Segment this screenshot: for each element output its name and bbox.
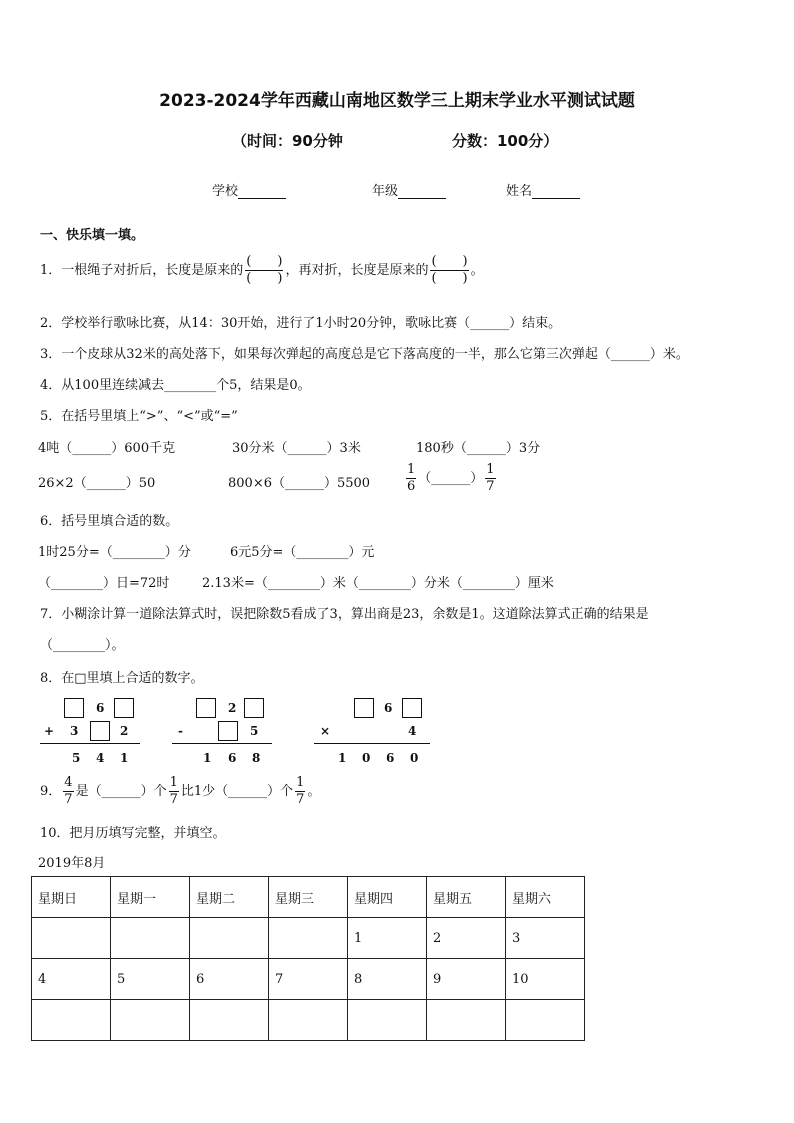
- q6-item: （________）日=72时: [38, 576, 170, 591]
- calendar-row: [32, 959, 585, 1000]
- weekday-header: 星期日: [32, 877, 111, 918]
- difference-line: [172, 743, 272, 744]
- calendar-table: [31, 876, 585, 1041]
- digit: 1: [203, 751, 212, 765]
- calendar-cell[interactable]: [427, 1000, 506, 1041]
- calendar-cell[interactable]: [190, 1000, 269, 1041]
- question-7-answer: （________）。: [40, 638, 125, 653]
- digit: 6: [386, 751, 395, 765]
- digit-box[interactable]: [64, 698, 84, 718]
- fraction-blank: $\frac{( )}{( )}$: [246, 254, 283, 286]
- minus-sign: -: [178, 724, 183, 738]
- name-field: 姓名: [506, 180, 580, 199]
- digit: 6: [228, 751, 237, 765]
- q5-fraction-compare: $\frac{1}{6}$ （______） $\frac{1}{7}$: [407, 462, 495, 494]
- weekday-header: 星期六: [506, 877, 585, 918]
- question-7: 7．小糊涂计算一道除法算式时，误把除数5看成了3，算出商是23，余数是1。这道除法算式正确的结果是: [40, 607, 649, 622]
- digit: 1: [120, 751, 129, 765]
- digit: 5: [72, 751, 81, 765]
- calendar-cell: 10: [506, 959, 585, 1000]
- calendar-cell[interactable]: [506, 1000, 585, 1041]
- q5-item: 26×2（______）50: [38, 476, 156, 491]
- calendar-cell: 5: [111, 959, 190, 1000]
- digit: 0: [410, 751, 419, 765]
- digit: 8: [252, 751, 261, 765]
- question-9: 9． $\frac{4}{7}$ 是（______）个 $\frac{1}{7}$ 比1少（______）个 $\frac{1}{7}$ 。: [40, 775, 321, 807]
- q5-item: 30分米（______）3米: [232, 441, 361, 456]
- digit: 5: [250, 724, 259, 738]
- digit: 6: [384, 701, 393, 715]
- weekday-header: 星期一: [111, 877, 190, 918]
- question-3: 3．一个皮球从32米的高处落下，如果每次弹起的高度总是它下落高度的一半，那么它第三次弹起（______）米。: [40, 347, 689, 362]
- plus-sign: +: [44, 724, 55, 738]
- question-5-heading: 5．在括号里填上“>”、“<”或“=”: [40, 409, 238, 424]
- digit-box[interactable]: [196, 698, 216, 718]
- digit: 0: [362, 751, 371, 765]
- calendar-cell: 1: [348, 918, 427, 959]
- product-line: [314, 743, 430, 744]
- weekday-header: 星期五: [427, 877, 506, 918]
- calendar-cell: 8: [348, 959, 427, 1000]
- question-10: 10．把月历填写完整，并填空。: [40, 826, 226, 841]
- fraction-blank: $\frac{( )}{( )}$: [431, 254, 468, 286]
- calendar-row: [32, 1000, 585, 1041]
- calendar-cell[interactable]: [111, 918, 190, 959]
- calendar-cell: 4: [32, 959, 111, 1000]
- grade-field: 年级: [372, 180, 446, 199]
- multiply-sign: ×: [320, 724, 331, 738]
- calendar-cell: 3: [506, 918, 585, 959]
- calendar-cell[interactable]: [269, 918, 348, 959]
- exam-score: 分数：100分）: [452, 132, 559, 150]
- calendar-row: [32, 918, 585, 959]
- digit-box[interactable]: [90, 721, 110, 741]
- question-4: 4．从100里连续减去________个5，结果是0。: [40, 378, 311, 393]
- calendar-cell: 7: [269, 959, 348, 1000]
- calendar-cell[interactable]: [190, 918, 269, 959]
- question-8-heading: 8．在□里填上合适的数字。: [40, 671, 204, 686]
- calendar-cell[interactable]: [348, 1000, 427, 1041]
- weekday-header: 星期三: [269, 877, 348, 918]
- digit-box[interactable]: [114, 698, 134, 718]
- q5-item: 800×6（______）5500: [228, 476, 371, 491]
- calendar-month: 2019年8月: [38, 856, 106, 871]
- digit: 2: [120, 724, 129, 738]
- weekday-header: 星期四: [348, 877, 427, 918]
- q6-item: 1时25分=（________）分: [38, 545, 191, 560]
- digit-box[interactable]: [218, 721, 238, 741]
- digit-box[interactable]: [244, 698, 264, 718]
- calendar-cell: 9: [427, 959, 506, 1000]
- weekday-header: 星期二: [190, 877, 269, 918]
- q6-item: 6元5分=（________）元: [230, 545, 375, 560]
- school-field: 学校: [212, 180, 286, 199]
- digit: 3: [70, 724, 79, 738]
- question-6-heading: 6．括号里填合适的数。: [40, 514, 179, 529]
- digit: 4: [408, 724, 417, 738]
- digit-box[interactable]: [354, 698, 374, 718]
- calendar-cell[interactable]: [32, 1000, 111, 1041]
- digit: 6: [96, 701, 105, 715]
- page-title: 2023-2024学年西藏山南地区数学三上期末学业水平测试试题: [159, 91, 635, 111]
- section-heading: 一、快乐填一填。: [40, 228, 145, 243]
- calendar-cell[interactable]: [269, 1000, 348, 1041]
- q5-item: 4吨（______）600千克: [38, 441, 176, 456]
- calendar-cell[interactable]: [111, 1000, 190, 1041]
- q5-item: 180秒（______）3分: [416, 441, 541, 456]
- digit: 2: [228, 701, 237, 715]
- exam-time: （时间：90分钟: [232, 132, 343, 150]
- digit: 1: [338, 751, 347, 765]
- calendar-cell: 6: [190, 959, 269, 1000]
- calendar-header-row: [32, 877, 585, 918]
- question-2: 2．学校举行歌咏比赛，从14：30开始，进行了1小时20分钟，歌咏比赛（______）结束。: [40, 316, 562, 331]
- sum-line: [40, 743, 140, 744]
- digit: 4: [96, 751, 105, 765]
- q6-item: 2.13米=（________）米（________）分米（________）厘米: [202, 576, 554, 591]
- digit-box[interactable]: [402, 698, 422, 718]
- question-1: 1．一根绳子对折后，长度是原来的 $\frac{( )}{( )}$ ，再对折，长度是原来的 $\frac{( )}{( )}$ 。: [40, 254, 484, 286]
- calendar-cell[interactable]: [32, 918, 111, 959]
- calendar-cell: 2: [427, 918, 506, 959]
